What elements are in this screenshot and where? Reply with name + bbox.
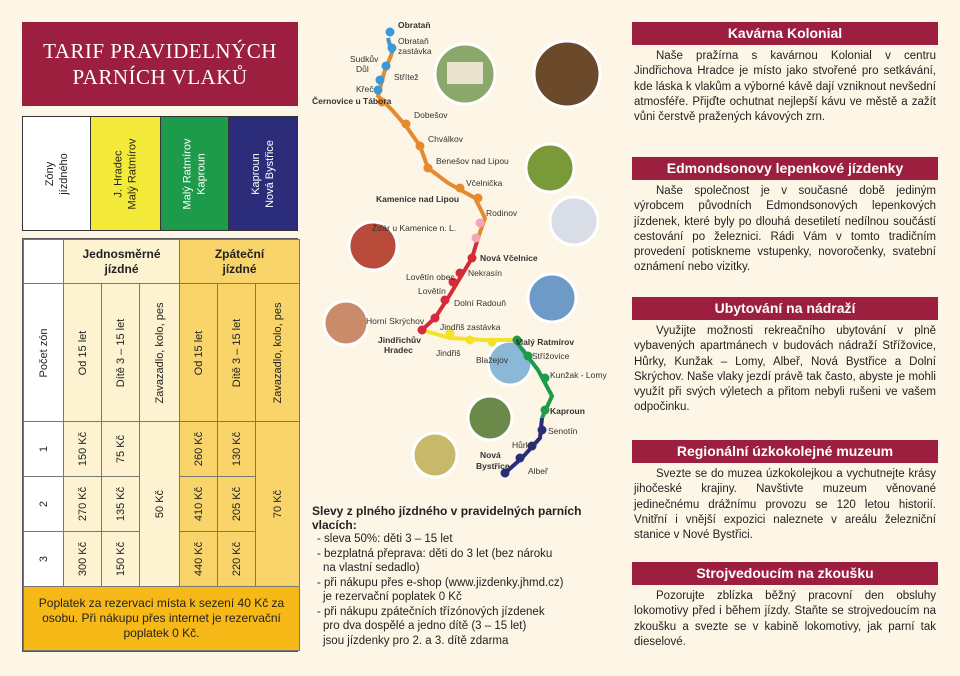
zones-count-header: Počet zón (24, 284, 64, 422)
adult-header: Od 15 let (64, 284, 102, 422)
discounts-heading: Slevy z plného jízdného v pravidelných parních vlacích: (312, 504, 582, 532)
station-label: Blažejov (476, 355, 509, 365)
station-label: Sudkův (350, 54, 379, 64)
table-row: 1 150 Kč 75 Kč 50 Kč 260 Kč 130 Kč 70 Kč (24, 422, 300, 477)
station-label: Jindřiš (436, 348, 461, 358)
station-label: Obrataň (398, 20, 431, 30)
return-adult-header: Od 15 let (180, 284, 218, 422)
station-label: Kaproun (550, 406, 585, 416)
luggage-header: Zavazadlo, kolo, pes (140, 284, 180, 422)
section-text-cafe: Naše pražírna s kavárnou Kolonial v centru Jindřichova Hradce je místo jako stvořené pro setkávání, kde láska k vlakům a výborné kávě dají vzniknout nevšední atmosféře. Přijďte ochutnat nejlepší kávu ve městě a zažít vůni čerstvě pražených kávových zrn. (634, 50, 936, 124)
return-header: Zpáteční jízdné (180, 240, 300, 284)
station-label: Včelnička (466, 178, 503, 188)
info-sections (632, 22, 938, 650)
photo-lake-icon (528, 274, 576, 322)
station-label: Obrataň (398, 36, 429, 46)
luggage-one-way-price: 50 Kč (140, 422, 180, 587)
station-label: Střížovice (532, 351, 570, 361)
list-item: pro dva dospělé a jedno dítě (3 – 15 let) (323, 620, 527, 632)
station-label: Benešov nad Lipou (436, 156, 509, 166)
fare-table (22, 238, 298, 652)
section-title-accommodation: Ubytování na nádraží (632, 297, 938, 320)
table-row: 2 270 Kč 135 Kč 410 Kč 205 Kč (24, 477, 300, 532)
section-title-museum: Regionální úzkokolejné muzeum (632, 440, 938, 463)
return-child-header: Dítě 3 – 15 let (218, 284, 256, 422)
section-title-cafe: Kavárna Kolonial (632, 22, 938, 45)
list-item: - sleva 50%: děti 3 – 15 let (317, 533, 453, 545)
station-label: Kamenice nad Lipou (376, 194, 460, 204)
zone-3: Kaproun Nová Bystřice (229, 117, 297, 230)
station-label: Chválkov (428, 134, 463, 144)
title-line-1: TARIF PRAVIDELNÝCH (43, 39, 277, 63)
station-label: Dobešov (414, 110, 448, 120)
station-label: Malý Ratmírov (516, 337, 575, 347)
station-label: Lovětín obec (406, 272, 455, 282)
route-map-svg (310, 18, 620, 498)
station-label: Kunžak - Lomy (550, 370, 607, 380)
route-map (310, 18, 620, 498)
section-text-accommodation: Využijte možnosti rekreačního ubytování v plně vybavených apartmánech v budovách nádraží Střížovice, Hůrky, Kunžak – Lomy, Albeř, Nová Bystřice a Dolní Skrýchov. Naše vlaky jezdí právě tak často, abyste je mohli využít při svých výletech a přitom nebyli rušeni ve vašem odpočinku. (634, 325, 936, 414)
zone-header: Zóny jízdného (23, 117, 91, 230)
station-label: Albeř (528, 466, 548, 476)
station-label: Křeč (356, 84, 374, 94)
station-label: Dolní Radouň (454, 298, 506, 308)
zone-1: J. Hradec Malý Ratmírov (91, 117, 161, 230)
section-text-tickets: Naše společnost je v současné době jediným výrobcem původních Edmondsonových lepenkových jízdenek, které byly po dlouhá desetiletí nedílnou součástí cestování po železnici. Rádi Vám v tomto tradičním provedení potiskneme vstupenky, novoročenky, svatební oznámení nebo vizitky. (634, 185, 936, 274)
zone-2: Malý Ratmírov Kaproun (161, 117, 229, 230)
discounts-block (312, 504, 624, 648)
list-item: jsou jízdenky pro 2. a 3. dítě zdarma (323, 634, 509, 647)
station-label: Důl (356, 64, 369, 74)
reservation-note: Poplatek za rezervaci místa k sezení 40 Kč za osobu. Při nákupu přes internet je rezervační poplatek 0 Kč. (24, 587, 300, 651)
station-label: Střítež (394, 72, 419, 82)
photo-tree-icon (526, 144, 574, 192)
table-row: 3 300 Kč 150 Kč 440 Kč 220 Kč (24, 532, 300, 587)
list-item: - bezplatná přeprava: děti do 3 let (bez nároku (317, 547, 553, 560)
zones-legend (22, 116, 298, 231)
corner-cell (24, 240, 64, 284)
station-label: Hůrky (512, 440, 535, 450)
child-header: Dítě 3 – 15 let (102, 284, 140, 422)
one-way-header: Jednosměrné jízdné (64, 240, 180, 284)
photo-cafe-icon (534, 41, 600, 107)
photo-town-icon (324, 301, 368, 345)
photo-ruin-icon (468, 396, 512, 440)
section-text-driver: Pozorujte zblízka běžný pracovní den obsluhy lokomotivy před i během jízdy. Staňte se strojvedoucím na zkoušku a svezte se v kabině lokomotivy, jak parní tak dieselové. (634, 590, 936, 648)
list-item: na vlastní sedadlo) (323, 562, 420, 574)
station-label: Nová Včelnice (480, 253, 538, 263)
photo-bicycle-icon (550, 197, 598, 245)
station-label: Lovětín (418, 286, 446, 296)
station-label: Bystřice (476, 461, 510, 471)
station-label: Senotín (548, 426, 578, 436)
station-label: Rodinov (486, 208, 518, 218)
page-title (22, 22, 298, 106)
list-item: je rezervační poplatek 0 Kč (323, 591, 462, 603)
station-label: Žďár u Kamenice n. L. (372, 223, 457, 233)
section-title-tickets: Edmondsonovy lepenkové jízdenky (632, 157, 938, 180)
return-luggage-header: Zavazadlo, kolo, pes (256, 284, 300, 422)
list-item: - při nákupu přes e-shop (www.jizdenky.jhmd.cz) (317, 576, 564, 589)
station-label: Horní Skrýchov (366, 316, 425, 326)
photo-station-icon (413, 433, 457, 477)
section-text-museum: Svezte se do muzea úzkokolejkou a vychutnejte krásy jihočeské krajiny. Navštivte muzeum věnované jedinečnému drážnímu provozu se 120 letou historií. Vnitřní i vnější expozici naleznete v areálu železniční stanice v Nové Bystřici. (634, 468, 936, 542)
station-label: Hradec (384, 345, 413, 355)
section-title-driver: Strojvedoucím na zkoušku (632, 562, 938, 585)
station-label: zastávka (398, 46, 432, 56)
station-label: Jindřichův (378, 335, 421, 345)
title-line-2: PARNÍCH VLAKŮ (72, 65, 248, 89)
station-label: Černovice u Tábora (312, 96, 392, 106)
list-item: - při nákupu zpátečních třízónových jízdenek (317, 605, 545, 618)
station-label: Jindřiš zastávka (440, 322, 501, 332)
luggage-return-price: 70 Kč (256, 422, 300, 587)
station-label: Nová (480, 450, 501, 460)
station-label: Nekrasín (468, 268, 503, 278)
